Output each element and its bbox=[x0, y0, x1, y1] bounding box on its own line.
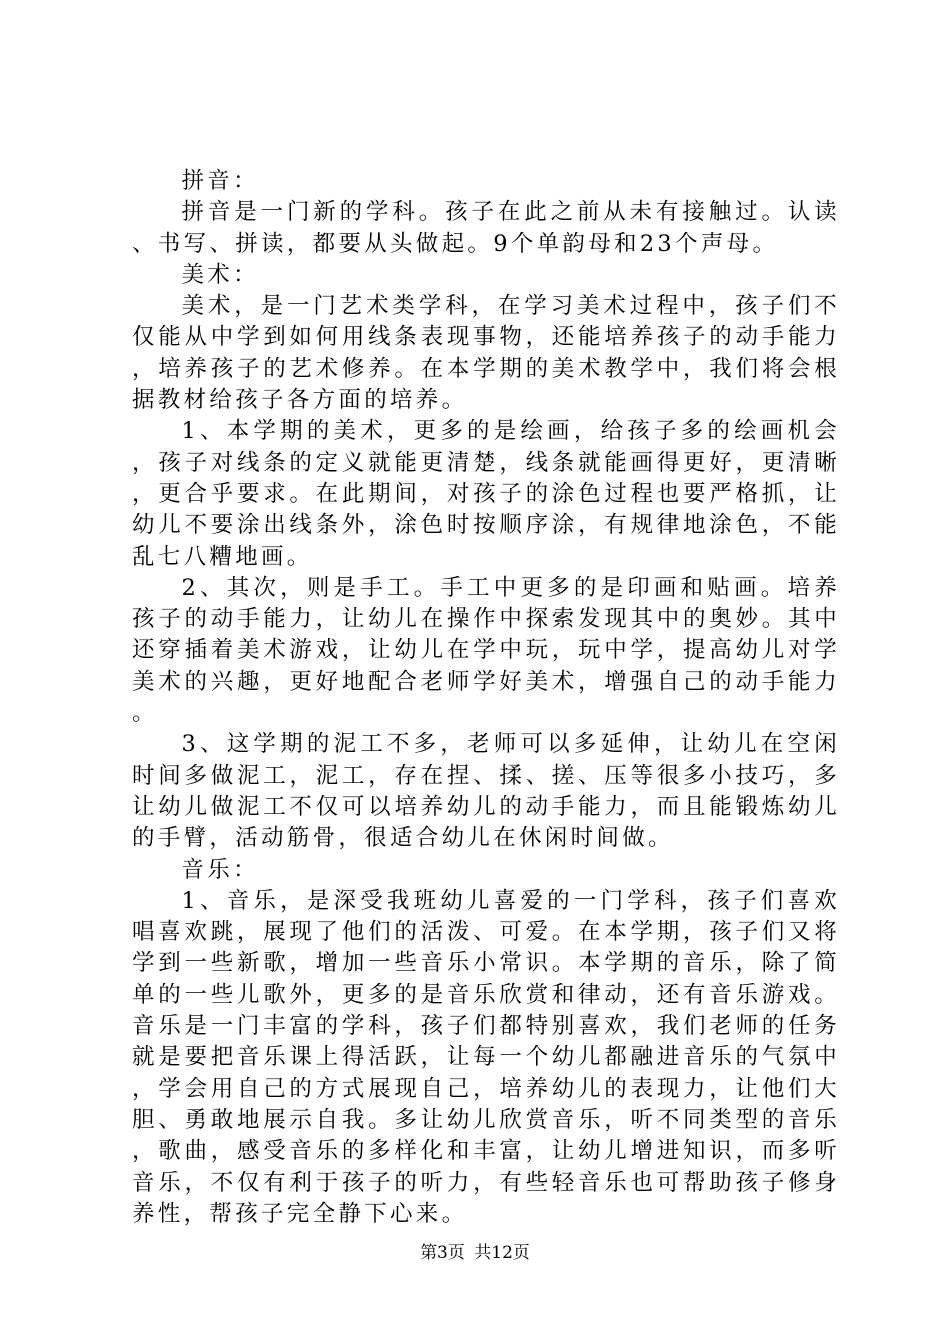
paragraph-music-item-1: 1、音乐，是深受我班幼儿喜爱的一门学科，孩子们喜欢唱喜欢跳，展现了他们的活泼、可爱。在本学期，孩子们又将学到一些新歌，增加一些音乐小常识。本学期的音乐，除了简单的一些儿歌外，更多的是音乐欣赏和律动，还有音乐游戏。音乐是一门丰富的学科，孩子们都特别喜欢，我们老师的任务就是要把音乐课上得活跃，让每一个幼儿都融进音乐的气氛中，学会用自己的方式展现自己，培养幼儿的表现力，让他们大胆、勇敢地展示自我。多让幼儿欣赏音乐，听不同类型的音乐，歌曲，感受音乐的多样化和丰富，让幼儿增进知识，而多听音乐，不仅有利于孩子的听力，有些轻音乐也可帮助孩子修身养性，帮孩子完全静下心来。 bbox=[132, 887, 840, 1227]
section-heading-art: 美术： bbox=[181, 261, 259, 288]
paragraph-pinyin: 拼音是一门新的学科。孩子在此之前从未有接触过。认读、书写、拼读，都要从头做起。9个单韵母和23个声母。 bbox=[132, 199, 840, 257]
document-body bbox=[132, 166, 840, 1230]
paragraph-art-intro: 美术，是一门艺术类学科，在学习美术过程中，孩子们不仅能从中学到如何用线条表现事物，还能培养孩子的动手能力，培养孩子的艺术修养。在本学期的美术教学中，我们将会根据教材给孩子各方面的培养。 bbox=[132, 293, 840, 414]
page-number-footer: 第3页 共12页 bbox=[420, 1243, 530, 1263]
paragraph-art-item-2: 2、其次，则是手工。手工中更多的是印画和贴画。培养孩子的动手能力，让幼儿在操作中探索发现其中的奥妙。其中还穿插着美术游戏，让幼儿在学中玩，玩中学，提高幼儿对学美术的兴趣，更好地配合老师学好美术，增强自己的动手能力。 bbox=[132, 574, 840, 727]
section-heading-music: 音乐： bbox=[181, 856, 259, 883]
section-heading-pinyin: 拼音： bbox=[181, 168, 259, 194]
paragraph-art-item-3: 3、这学期的泥工不多，老师可以多延伸，让幼儿在空闲时间多做泥工，泥工，存在捏、揉、搓、压等很多小技巧，多让幼儿做泥工不仅可以培养幼儿的动手能力，而且能锻炼幼儿的手臂，活动筋骨，很适合幼儿在休闲时间做。 bbox=[132, 731, 840, 852]
paragraph-art-item-1: 1、本学期的美术，更多的是绘画，给孩子多的绘画机会，孩子对线条的定义就能更清楚，线条就能画得更好，更清晰，更合乎要求。在此期间，对孩子的涂色过程也要严格抓，让幼儿不要涂出线条外，涂色时按顺序涂，有规律地涂色，不能乱七八糟地画。 bbox=[132, 418, 840, 570]
